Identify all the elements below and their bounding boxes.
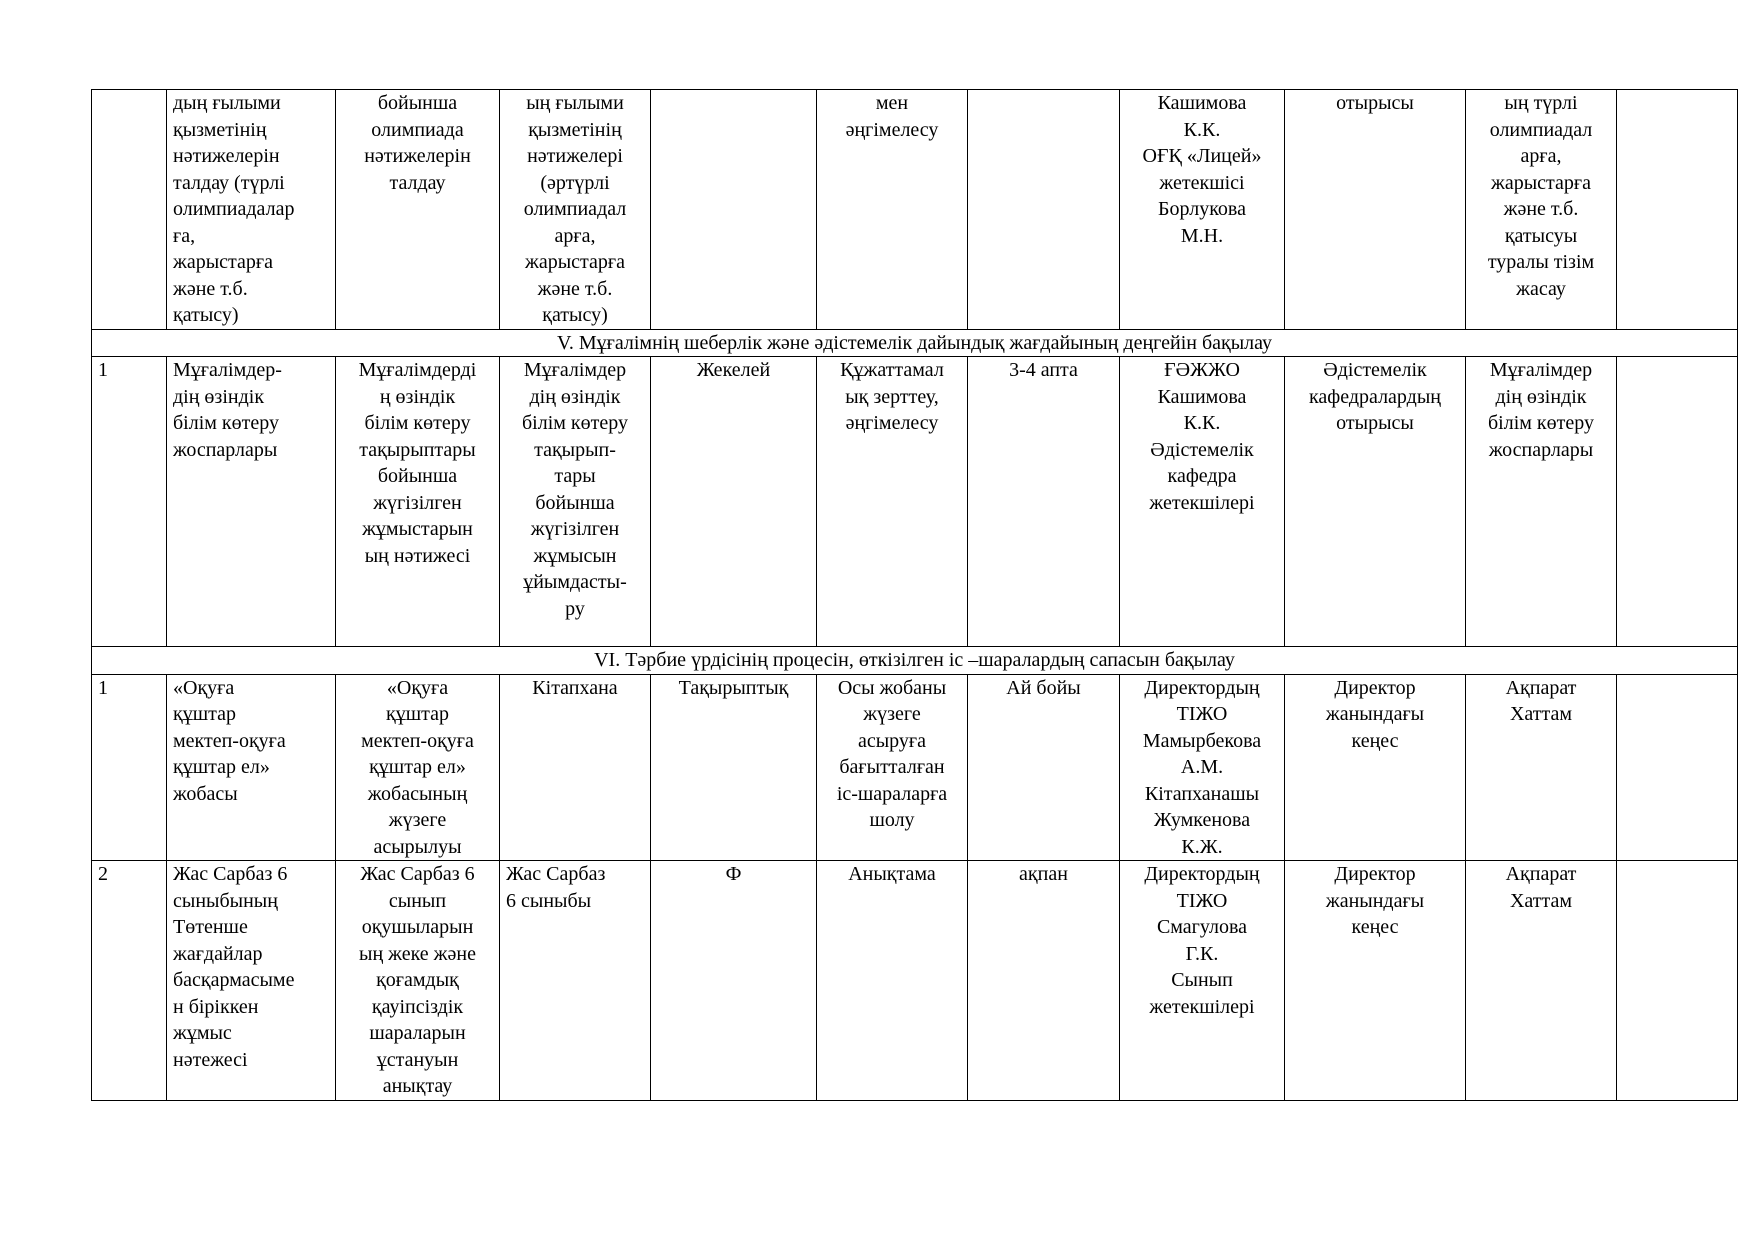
cell-control-subject: Кітапхана xyxy=(500,674,651,861)
cell-number: 1 xyxy=(92,357,167,647)
cell-control-type: Жекелей xyxy=(651,357,817,647)
section-header-row xyxy=(92,329,1738,357)
section-header-row xyxy=(92,647,1738,675)
table-row xyxy=(92,861,1738,1101)
cell-management-decision: Мұғалімдер дің өзіндік білім көтеру жоспарлары xyxy=(1466,357,1617,647)
table-row xyxy=(92,90,1738,330)
cell-deadline: Ай бойы xyxy=(968,674,1120,861)
cell-control-method: мен әңгімелесу xyxy=(817,90,968,330)
cell-review-place: Директор жанындағы кеңес xyxy=(1285,861,1466,1101)
cell-control-subject: ың ғылыми қызметінің нәтижелері (әртүрлі олимпиадал арға, жарыстарға және т.б. қатысу) xyxy=(500,90,651,330)
table-row xyxy=(92,674,1738,861)
cell-control-purpose: Жас Сарбаз 6 сынып оқушыларын ың жеке және қоғамдық қауіпсіздік шараларын ұстануын анықтау xyxy=(336,861,500,1101)
cell-control-object: Мұғалімдер- дің өзіндік білім көтеру жоспарлары xyxy=(167,357,336,647)
cell-control-type: Тақырыптық xyxy=(651,674,817,861)
cell-management-decision: ың түрлі олимпиадал арға, жарыстарға және т.б. қатысуы туралы тізім жасау xyxy=(1466,90,1617,330)
cell-control-subject: Жас Сарбаз 6 сыныбы xyxy=(500,861,651,1101)
cell-control-purpose: Мұғалімдерді ң өзіндік білім көтеру тақырыптары бойынша жүгізілген жұмыстарын ың нәтижесі xyxy=(336,357,500,647)
cell-responsible: ҒӘЖЖО Кашимова К.К. Әдістемелік кафедра жетекшілері xyxy=(1120,357,1285,647)
cell-number xyxy=(92,90,167,330)
cell-note xyxy=(1617,90,1738,330)
cell-control-purpose: бойынша олимпиада нәтижелерін талдау xyxy=(336,90,500,330)
section-title: V. Мұғалімнің шеберлік және әдістемелік дайындық жағдайының деңгейін бақылау xyxy=(92,329,1738,357)
cell-note xyxy=(1617,674,1738,861)
cell-responsible: Директордың ТІЖО Мамырбекова А.М. Кітапханашы Жумкенова К.Ж. xyxy=(1120,674,1285,861)
cell-responsible: Кашимова К.К. ОҒҚ «Лицей» жетекшісі Борлукова М.Н. xyxy=(1120,90,1285,330)
cell-number: 2 xyxy=(92,861,167,1101)
cell-management-decision: Ақпарат Хаттам xyxy=(1466,674,1617,861)
cell-note xyxy=(1617,357,1738,647)
control-plan-table xyxy=(91,89,1738,1101)
cell-control-type: Ф xyxy=(651,861,817,1101)
cell-review-place: Директор жанындағы кеңес xyxy=(1285,674,1466,861)
cell-control-method: Құжаттамал ық зерттеу, әңгімелесу xyxy=(817,357,968,647)
cell-control-method: Осы жобаны жүзеге асыруға бағытталған іс-шараларға шолу xyxy=(817,674,968,861)
cell-control-purpose: «Оқуға құштар мектеп-оқуға құштар ел» жобасының жүзеге асырылуы xyxy=(336,674,500,861)
cell-control-object: Жас Сарбаз 6 сыныбының Төтенше жағдайлар басқармасыме н біріккен жұмыс нәтежесі xyxy=(167,861,336,1101)
cell-management-decision: Ақпарат Хаттам xyxy=(1466,861,1617,1101)
cell-control-method: Анықтама xyxy=(817,861,968,1101)
cell-review-place: Әдістемелік кафедралардың отырысы xyxy=(1285,357,1466,647)
cell-control-subject: Мұғалімдер дің өзіндік білім көтеру тақырып- тары бойынша жүгізілген жұмысын ұйымдасты- ру xyxy=(500,357,651,647)
cell-control-type xyxy=(651,90,817,330)
cell-responsible: Директордың ТІЖО Смагулова Г.К. Сынып жетекшілері xyxy=(1120,861,1285,1101)
cell-review-place: отырысы xyxy=(1285,90,1466,330)
cell-note xyxy=(1617,861,1738,1101)
cell-control-object: дың ғылыми қызметінің нәтижелерін талдау (түрлі олимпиадалар ға, жарыстарға және т.б. қатысу) xyxy=(167,90,336,330)
cell-number: 1 xyxy=(92,674,167,861)
table-row xyxy=(92,357,1738,647)
cell-control-object: «Оқуға құштар мектеп-оқуға құштар ел» жобасы xyxy=(167,674,336,861)
cell-deadline xyxy=(968,90,1120,330)
cell-deadline: 3-4 апта xyxy=(968,357,1120,647)
section-title: VI. Тәрбие үрдісінің процесін, өткізілген іс –шаралардың сапасын бақылау xyxy=(92,647,1738,675)
cell-deadline: ақпан xyxy=(968,861,1120,1101)
